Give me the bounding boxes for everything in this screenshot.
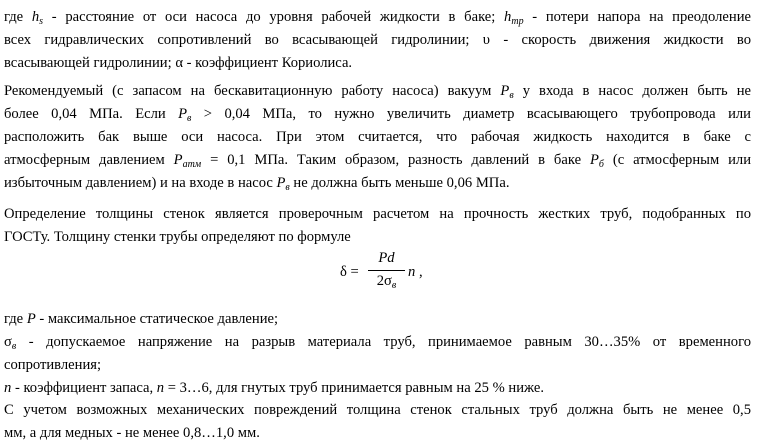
text-line: С учетом возможных механических повреждений толщина стенок стальных труб должна быть не менее 0,5 [4, 402, 751, 418]
text-line: $\sigma_в$ - допускаемое напряжение на разрыв материала труб, принимаемое равным 30…35% от временного [4, 334, 751, 352]
text-line: Определение толщины стенок является проверочным расчетом на прочность жестких труб, подобранных по [4, 206, 751, 222]
paragraph-vacuum-recommendation [4, 80, 751, 195]
text-line: избыточным давлением) и на входе в насос $P_в$ не должна быть меньше 0,06 МПа. [4, 175, 510, 193]
text-line: где P - максимальное статическое давление; [4, 311, 279, 327]
text-line: Рекомендуемый (с запасом на бескавитационную работу насоса) вакуум $P_в$ у входа в насос должен быть не [4, 83, 751, 101]
paragraph-symbols-definition [4, 6, 751, 75]
text-line: всасывающей гидролинии; α - коэффициент Кориолиса. [4, 55, 353, 71]
text-line: атмосферным давлением $P_{атм} = 0,1$ МПа. Таким образом, разность давлений в баке $P_б$ (с атмосферным или [4, 152, 752, 170]
text-line: сопротивления; [4, 357, 102, 373]
formula-numerator: Pd [378, 250, 395, 266]
paragraph-wall-thickness [4, 203, 751, 249]
paragraph-formula-terms [4, 308, 751, 400]
text-line: n - коэффициент запаса, n = 3…6, для гнутых труб принимается равным на 25 % ниже. [4, 380, 545, 396]
text-line: мм, а для медных - не менее 0,8…1,0 мм. [4, 425, 260, 441]
text-line: ГОСТу. Толщину стенки трубы определяют по формуле [4, 229, 351, 245]
text-line: более 0,04 МПа. Если $P_в > 0,04$ МПа, то нужно увеличить диаметр всасывающего трубопровода или [4, 106, 751, 124]
wall-thickness-formula [340, 250, 460, 292]
fraction-bar [368, 270, 405, 271]
paragraph-minimum-thickness [4, 399, 751, 445]
text-line: расположить бак выше оси насоса. При этом считается, что рабочая жидкость находится в баке с [4, 129, 751, 145]
text-line: всех гидравлических сопротивлений во всасывающей гидролинии; υ - скорость движения жидкости во [4, 32, 751, 48]
formula-rhs: n , [408, 264, 423, 280]
text-line: где $h_s$ - расстояние от оси насоса до уровня рабочей жидкости в баке; $h_{тр}$ - потери напора на преодоление [4, 9, 751, 27]
formula-denominator: $2\sigma_в$ [376, 273, 397, 291]
formula-lhs: δ = [340, 264, 359, 280]
